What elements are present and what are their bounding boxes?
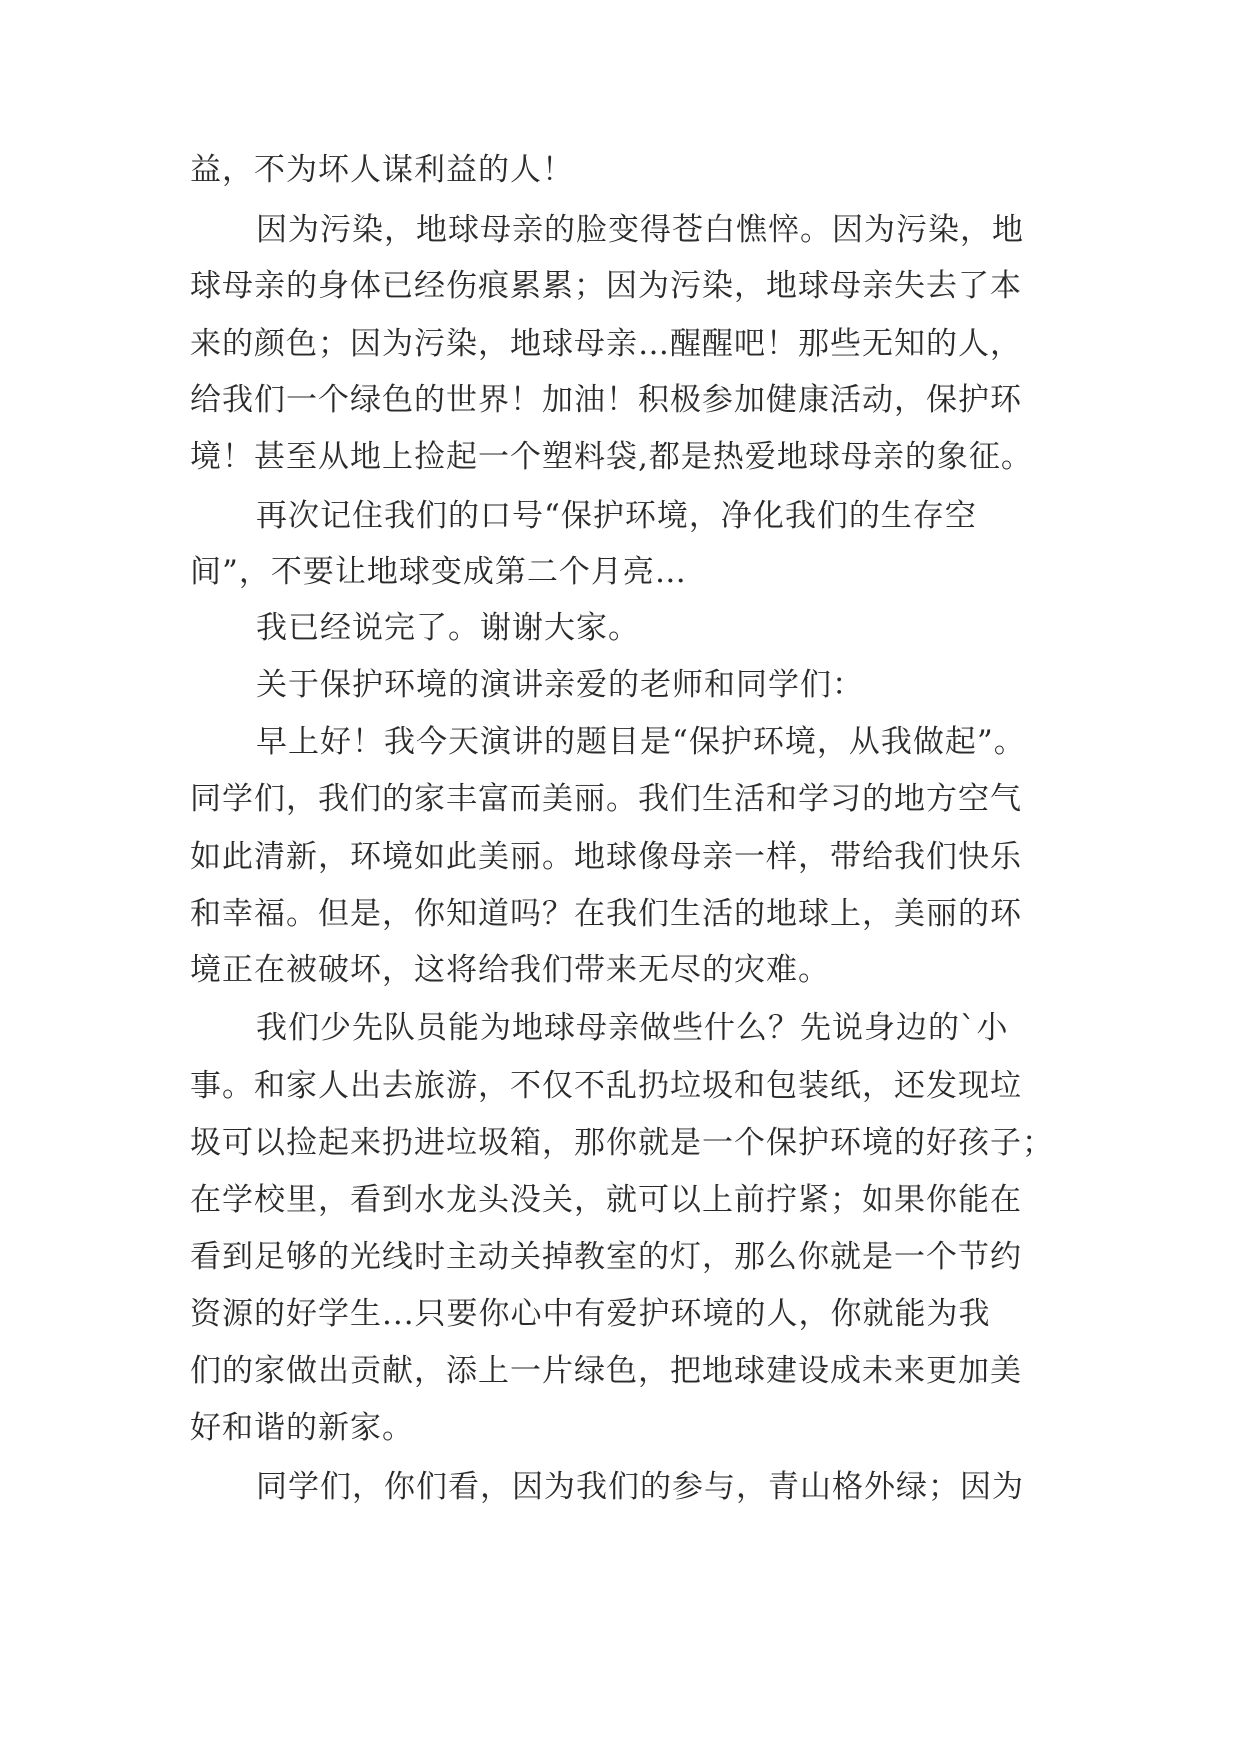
- text-line: 来的颜色；因为污染，地球母亲…醒醒吧！那些无知的人，: [190, 326, 1022, 362]
- text-line: 在学校里，看到水龙头没关，就可以上前拧紧；如果你能在: [190, 1182, 1022, 1218]
- text-line: 圾可以捡起来扔进垃圾箱，那你就是一个保护环境的好孩子；: [190, 1125, 1054, 1161]
- paragraph-start: 因为污染，地球母亲的脸变得苍白憔悴。因为污染，地: [256, 212, 1024, 248]
- text-line: 同学们，我们的家丰富而美丽。我们生活和学习的地方空气: [190, 781, 1022, 817]
- text-line: 如此清新，环境如此美丽。地球像母亲一样，带给我们快乐: [190, 839, 1022, 875]
- paragraph-start: 再次记住我们的口号“保护环境，净化我们的生存空: [256, 498, 977, 534]
- text-line: 好和谐的新家。: [190, 1410, 414, 1446]
- text-line: 资源的好学生...只要你心中有爱护环境的人，你就能为我: [190, 1296, 991, 1332]
- text-line: 境！甚至从地上捡起一个塑料袋,都是热爱地球母亲的象征。: [190, 439, 1033, 475]
- text-line: 看到足够的光线时主动关掉教室的灯，那么你就是一个节约: [190, 1239, 1022, 1275]
- text-line: 间”，不要让地球变成第二个月亮…: [190, 554, 687, 590]
- paragraph-start: 我已经说完了。谢谢大家。: [256, 610, 640, 646]
- text-line: 事。和家人出去旅游，不仅不乱扔垃圾和包装纸，还发现垃: [190, 1068, 1022, 1104]
- paragraph-start: 我们少先队员能为地球母亲做些什么？先说身边的`小: [256, 1010, 1009, 1046]
- text-line: 们的家做出贡献，添上一片绿色，把地球建设成未来更加美: [190, 1353, 1022, 1389]
- paragraph-start: 早上好！我今天演讲的题目是“保护环境，从我做起”。: [256, 724, 1026, 760]
- paragraph-start: 关于保护环境的演讲亲爱的老师和同学们：: [256, 667, 864, 703]
- text-line: 益，不为坏人谋利益的人！: [190, 152, 574, 188]
- text-line: 球母亲的身体已经伤痕累累；因为污染，地球母亲失去了本: [190, 268, 1022, 304]
- text-line: 境正在被破坏，这将给我们带来无尽的灾难。: [190, 952, 830, 988]
- text-line: 和幸福。但是，你知道吗？在我们生活的地球上，美丽的环: [190, 896, 1022, 932]
- text-line: 给我们一个绿色的世界！加油！积极参加健康活动，保护环: [190, 382, 1022, 418]
- paragraph-start: 同学们，你们看，因为我们的参与，青山格外绿；因为: [256, 1469, 1024, 1505]
